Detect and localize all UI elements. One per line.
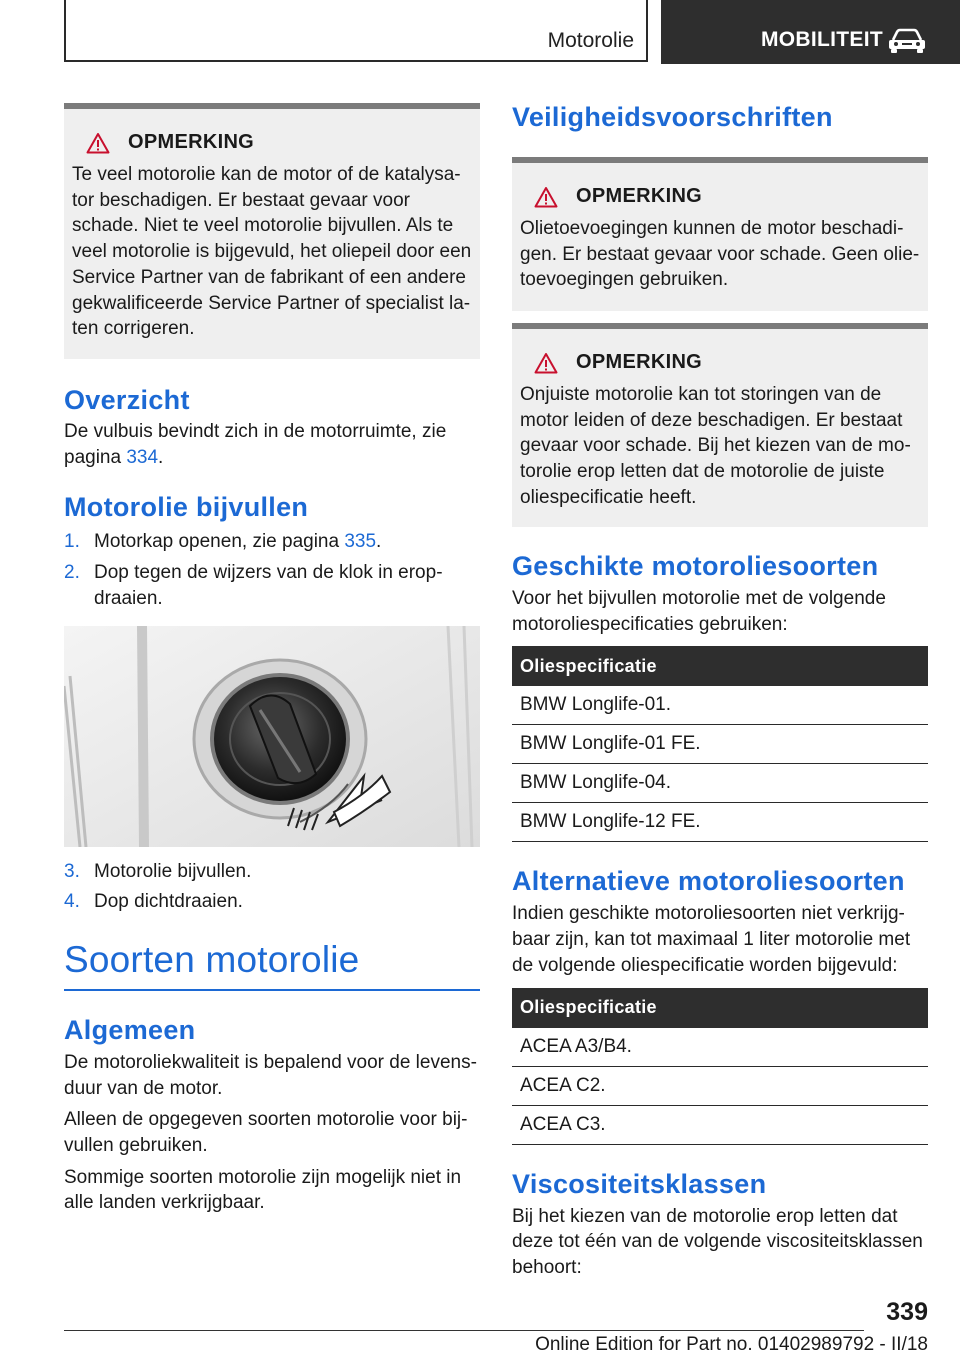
footer-edition: Online Edition for Part no. 01402989792 - II/18	[535, 1334, 928, 1355]
list-item	[64, 529, 480, 555]
left-column	[64, 103, 480, 1216]
title-rule	[64, 989, 480, 991]
overview-text	[64, 419, 480, 470]
overview-text-line: De vulbuis bevindt zich in de motorruimte, zie	[64, 421, 447, 442]
list-item	[64, 889, 480, 915]
note-line: veel motorolie is bijgevuld, het oliepeil door een	[72, 241, 472, 263]
table-cell: BMW Longlife-12 FE.	[512, 803, 928, 842]
heading-general: Algemeen	[64, 1014, 196, 1045]
refill-steps-b	[64, 859, 480, 915]
para-line: vullen gebruiken.	[64, 1135, 208, 1157]
note-text	[520, 216, 920, 293]
note-line: Service Partner van de fabrikant of een andere	[72, 266, 466, 288]
table-row	[512, 1028, 928, 1067]
note-line: Te veel motorolie kan de motor of de katalysa-	[72, 164, 461, 185]
warning-icon	[86, 132, 110, 154]
page-number: 339	[886, 1298, 928, 1326]
step-number: 2.	[64, 562, 80, 584]
heading-overview: Overzicht	[64, 385, 190, 415]
para-line: De motoroliekwaliteit is bepalend voor de levens-	[64, 1051, 477, 1073]
heading-viscosity: Viscositeitsklassen	[512, 1168, 767, 1199]
step-text-part: draaien.	[94, 587, 163, 609]
warning-note-wrong-oil	[512, 323, 928, 527]
table-row	[512, 1105, 928, 1144]
para-line: Sommige soorten motorolie zijn mogelijk niet in	[64, 1166, 462, 1188]
heading-suitable-oils: Geschikte motoroliesoorten	[512, 551, 879, 581]
suitable-text	[512, 586, 928, 637]
para-line: behoort:	[512, 1256, 582, 1278]
para-line: deze tot één van de volgende viscositeitsklassen	[512, 1231, 923, 1253]
oil-filler-cap-illustration	[64, 626, 480, 847]
step-text: Motorolie bijvullen.	[94, 860, 252, 882]
overview-text-line: pagina	[64, 446, 127, 468]
step-number: 1.	[64, 531, 80, 553]
general-para-3	[64, 1165, 480, 1216]
header-chapter-box	[661, 0, 960, 64]
para-line: Indien geschikte motoroliesoorten niet verkrijg-	[512, 903, 905, 925]
note-line: ten corrigeren.	[72, 318, 195, 340]
header-section-box	[64, 0, 648, 62]
note-text	[520, 382, 920, 511]
note-title: OPMERKING	[576, 351, 703, 373]
para-line: baar zijn, kan tot maximaal 1 liter motorolie met	[512, 929, 911, 951]
note-line: gekwalificeerde Service Partner of specialist la-	[72, 292, 471, 314]
note-title: OPMERKING	[576, 185, 703, 207]
chapter-title: Soorten motorolie	[64, 938, 360, 980]
para-line: motoroliespecificaties gebruiken:	[512, 613, 788, 635]
table-header: Oliespecificatie	[512, 988, 928, 1028]
table-cell: ACEA A3/B4.	[512, 1028, 928, 1067]
warning-note	[64, 103, 480, 359]
list-item	[64, 560, 480, 611]
note-line: motor leiden of deze beschadigen. Er bestaat	[520, 409, 903, 431]
warning-icon	[534, 186, 558, 208]
list-item	[64, 859, 480, 885]
table-cell: BMW Longlife-01 FE.	[512, 725, 928, 764]
note-title: OPMERKING	[128, 131, 255, 153]
general-para-1	[64, 1050, 480, 1101]
header-chapter-title: MOBILITEIT	[761, 28, 883, 51]
heading-refill: Motorolie bijvullen	[64, 492, 309, 523]
viscosity-text	[512, 1204, 928, 1281]
step-number: 3.	[64, 860, 80, 882]
step-text: Dop dichtdraaien.	[94, 891, 243, 913]
table-row	[512, 803, 928, 842]
heading-alternative-oils: Alternatieve motoroliesoorten	[512, 866, 905, 897]
note-line: gen. Er bestaat gevaar voor schade. Geen olie-	[520, 243, 920, 265]
general-para-2	[64, 1107, 480, 1158]
table-row	[512, 764, 928, 803]
footer-rule	[64, 1330, 864, 1331]
step-text-part: Dop tegen de wijzers van de klok in erop-	[94, 562, 443, 584]
table-cell: ACEA C2.	[512, 1066, 928, 1105]
note-line: Olietoevoegingen kunnen de motor beschadi-	[520, 218, 904, 239]
para-line: de volgende oliespecificatie worden bijgevuld:	[512, 954, 898, 976]
note-line: toevoegingen gebruiken.	[520, 269, 729, 291]
note-line: Onjuiste motorolie kan tot storingen van de	[520, 384, 882, 405]
alternative-text	[512, 901, 928, 978]
table-cell: BMW Longlife-04.	[512, 764, 928, 803]
table-cell: BMW Longlife-01.	[512, 686, 928, 725]
note-line: schade. Niet te veel motorolie bijvullen. Als te	[72, 215, 454, 237]
suitable-oils-table	[512, 646, 928, 842]
warning-note-additives	[512, 157, 928, 311]
header-section-title: Motorolie	[547, 29, 634, 52]
table-row	[512, 1066, 928, 1105]
para-line: Alleen de opgegeven soorten motorolie voor bij-	[64, 1109, 468, 1131]
step-text	[94, 529, 381, 555]
warning-icon	[534, 352, 558, 374]
page-link-335[interactable]: 335	[344, 531, 377, 553]
note-line: oliespecificatie heeft.	[520, 486, 697, 508]
para-line: Bij het kiezen van de motorolie erop letten dat	[512, 1205, 898, 1227]
right-column	[512, 103, 928, 1281]
step-text-part: Motorkap openen, zie pagina	[94, 531, 345, 553]
table-row	[512, 725, 928, 764]
table-cell: ACEA C3.	[512, 1105, 928, 1144]
note-line: torolie erop letten dat de motorolie de juiste	[520, 461, 885, 483]
car-icon	[887, 28, 927, 54]
para-line: Voor het bijvullen motorolie met de volgende	[512, 588, 886, 609]
table-row	[512, 686, 928, 725]
oil-filler-cap-image	[64, 626, 480, 847]
note-line: gevaar voor schade. Bij het kiezen van de mo-	[520, 435, 911, 457]
step-number: 4.	[64, 891, 80, 913]
heading-safety: Veiligheidsvoorschriften	[512, 102, 833, 132]
alternative-oils-table	[512, 988, 928, 1145]
note-text	[72, 162, 472, 342]
refill-steps-a	[64, 529, 480, 611]
step-text-end: .	[376, 531, 382, 553]
step-text	[94, 560, 443, 611]
table-header: Oliespecificatie	[512, 646, 928, 686]
para-line: duur van de motor.	[64, 1077, 223, 1099]
overview-text-end: .	[158, 446, 164, 468]
para-line: alle landen verkrijgbaar.	[64, 1192, 265, 1214]
page-link-334[interactable]: 334	[126, 446, 159, 468]
note-line: tor beschadigen. Er bestaat gevaar voor	[72, 189, 410, 211]
